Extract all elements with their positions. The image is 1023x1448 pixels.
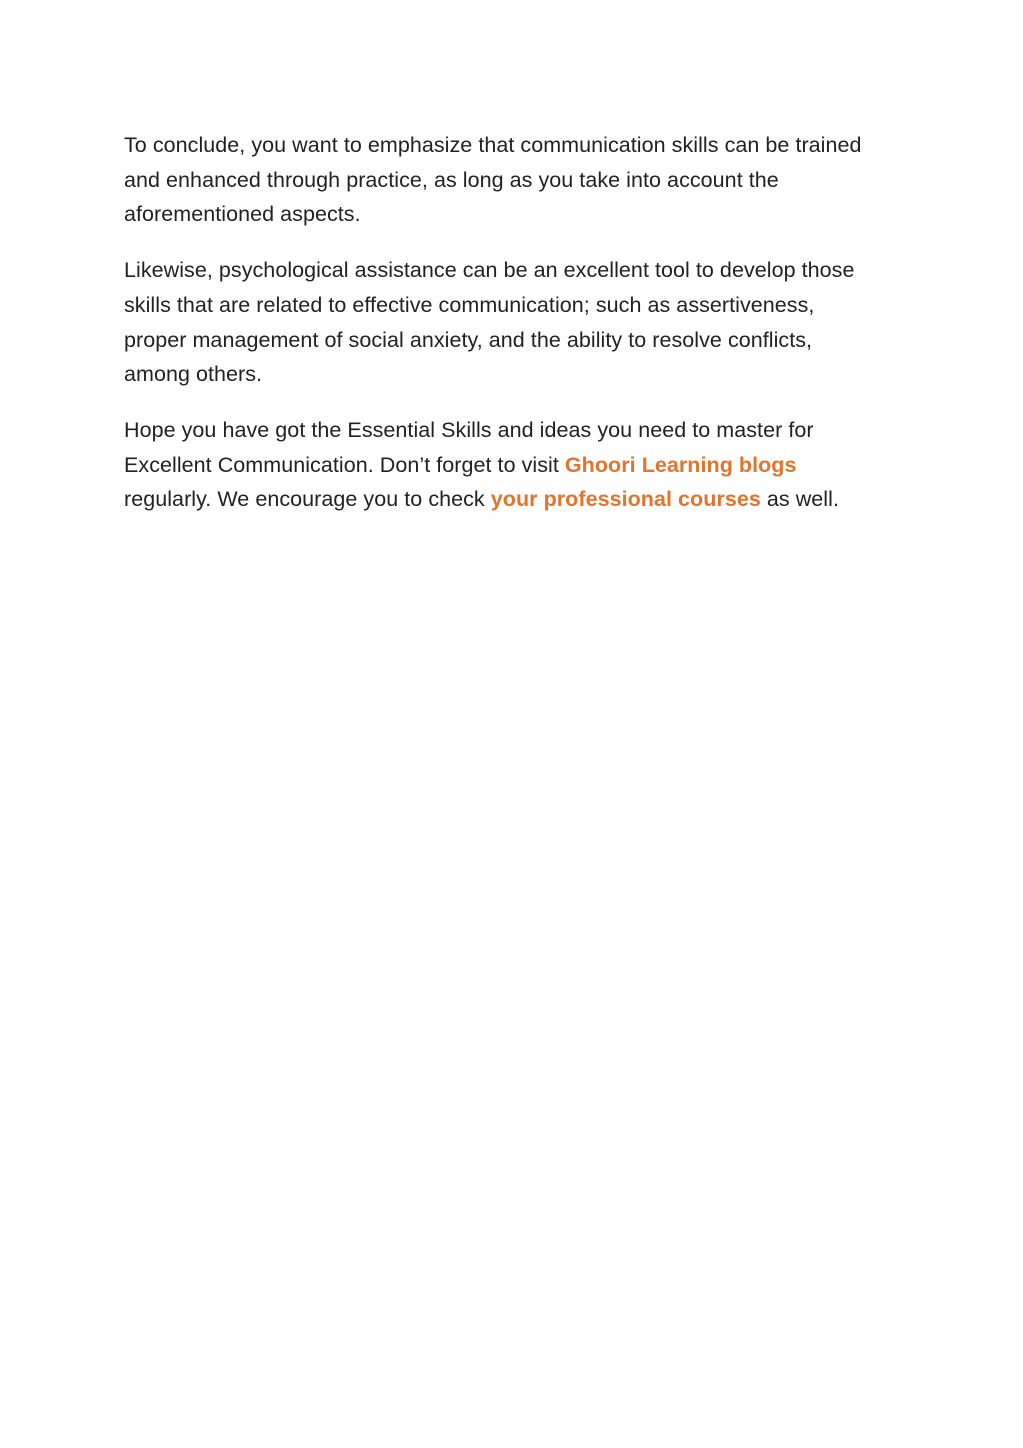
conclusion-paragraph [124,128,874,232]
document-body [124,128,874,538]
professional-courses-link[interactable]: your professional courses [490,487,761,512]
closing-text-intro: Hope you have got the Essential Skills and ideas you need to master for Excellent Communication. Don’t forget to visit [124,417,814,477]
ghoori-learning-blogs-link[interactable]: Ghoori Learning blogs [564,452,797,477]
closing-text-middle: regularly. We encourage you to check [124,487,491,512]
closing-paragraph [124,413,874,517]
psychological-assistance-paragraph [124,253,874,392]
closing-text-end: as well. [760,487,839,512]
conclusion-text: To conclude, you want to emphasize that communication skills can be trained and enhanced through practice, as long as you take into account the aforementioned aspects. [124,133,862,227]
psychological-assistance-text: Likewise, psychological assistance can be an excellent tool to develop those skills that are related to effective communication; such as assertiveness, proper management of social anxiety, and the ability to resolve conflicts, among others. [124,258,855,387]
